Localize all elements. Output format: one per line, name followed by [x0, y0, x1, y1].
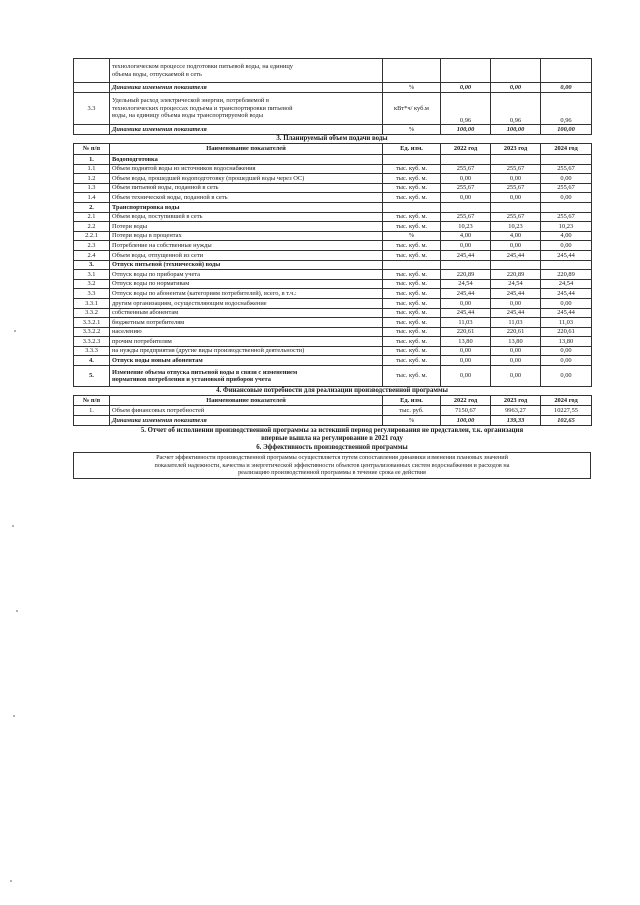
table-row: 2.2 Потери воды тыс. куб. м. 10,23 10,23 10,23 — [74, 222, 592, 232]
table-row: 3.3.2 собственным абонентам тыс. куб. м. 245,44 245,44 245,44 — [74, 308, 592, 318]
table-row: 3.3.2.2 населению тыс. куб. м. 220,61 220,61 220,61 — [74, 327, 592, 337]
table-row: 3.3 Удельный расход электрической энергии, потребляемой в технологических процессах подъема и транспортировки питьевой воды, на единицу объема воды транспортируемой воды кВт*ч/ куб.м 0,96 0,96 0,96 — [74, 93, 592, 125]
table-row: 2.2.1 Потери воды в процентах % 4,00 4,00 4,00 — [74, 231, 592, 241]
table-row: 1.4 Объем технической воды, поданной в сеть тыс. куб. м. 0,00 0,00 0,00 — [74, 193, 592, 203]
table-row: 3.3.2.1 бюджетным потребителям тыс. куб. м. 11,03 11,03 11,03 — [74, 318, 592, 328]
water-supply-table — [73, 143, 592, 387]
row-name: Удельный расход электрической энергии, потребляемой в технологических процессах подъема и транспортировки питьевой воды, на единицу объема воды транспортируемой воды — [110, 93, 383, 125]
table-row — [74, 59, 592, 83]
dynamics-row: Динамика изменения показателя % 100,00 139,33 102,65 — [74, 416, 592, 426]
table-row: 4. Отпуск воды новым абонентам тыс. куб. м. 0,00 0,00 0,00 — [74, 356, 592, 366]
table-row: 3. Отпуск питьевой (технической) воды — [74, 260, 592, 270]
table-row: 3.3.1 другим организациям, осуществляющим водоснабжение тыс. куб. м. 0,00 0,00 0,00 — [74, 298, 592, 308]
water-supply-rows — [74, 155, 592, 366]
table-row: 1. Водоподготовка — [74, 155, 592, 165]
dynamics-row: Динамика изменения показателя % 0,00 0,00 0,00 — [74, 83, 592, 93]
scan-speck — [10, 880, 12, 882]
table-row: 2. Транспортировка воды — [74, 202, 592, 212]
table-row: 3.2 Отпуск воды по нормативам тыс. куб. м. 24,54 24,54 24,54 — [74, 279, 592, 289]
table-row: 2.3 Потребление на собственные нужды тыс. куб. м. 0,00 0,00 0,00 — [74, 241, 592, 251]
table-row: 2.4 Объем воды, отпущенной из сети тыс. куб. м. 245,44 245,44 245,44 — [74, 250, 592, 260]
table-row: 2.1 Объем воды, поступившей в сеть тыс. куб. м. 255,67 255,67 255,67 — [74, 212, 592, 222]
scan-speck — [16, 610, 18, 612]
table-row: 1.2 Объем воды, прошедшей водоподготовку (прошедшей воды через ОС) тыс. куб. м. 0,00 0,00 0,00 — [74, 174, 592, 184]
table-row: 3.3.2.3 прочим потребителям тыс. куб. м. 13,80 13,80 13,80 — [74, 337, 592, 347]
section-3-title: 3. Планируемый объем подачи воды — [276, 135, 388, 142]
table-row: 1.1 Объем поднятой воды из источников водоснабжения тыс. куб. м. 255,67 255,67 255,67 — [74, 164, 592, 174]
scan-speck — [14, 330, 16, 332]
section-6-text: Расчет эффективности производственной программы осуществляется путем сопоставления динамики изменения плановых значений показателей надежности, качества и энергетической эффективности объектов централизованных систем водоснабжения и расходов на реализацию производственной программы в течение срока ее действия — [73, 452, 591, 479]
table-row: 1.3 Объем питьевой воды, поданной в сеть тыс. куб. м. 255,67 255,67 255,67 — [74, 183, 592, 193]
table-row: 1. Объем финансовых потребностей тыс. руб. 7150,67 9963,27 10227,55 — [74, 406, 592, 416]
finance-table — [73, 395, 592, 426]
scan-speck — [12, 525, 14, 527]
table-row: 5. Изменение объема отпуска питьевой воды в связи с изменением нормативов потребления и установкой приборов учета тыс. куб. м. 0,00 0,00 0,00 — [74, 366, 592, 387]
table-header: № п/п Наименование показателей Ед. изм. 2022 год 2023 год 2024 год — [74, 144, 592, 155]
table-header: № п/п Наименование показателей Ед. изм. 2022 год 2023 год 2024 год — [74, 396, 592, 406]
section-5-report: 5. Отчет об исполнении производственной программы за истекший период регулирования не представлен, т.к. организация впервые вышла на регулирование в 2021 году — [140, 427, 524, 443]
document-sheet — [73, 58, 591, 479]
dynamics-row: Динамика изменения показателя % 100,00 100,00 100,00 — [74, 125, 592, 135]
table-row: 3.3 Отпуск воды по абонентам (категориям потребителей), всего, в т.ч.: тыс. куб. м. 245,44 245,44 245,44 — [74, 289, 592, 299]
section-6-title: 6. Эффективность производственной программы — [256, 444, 408, 452]
continuation-table — [73, 58, 592, 135]
table-row: 3.1 Отпуск воды по приборам учета тыс. куб. м. 220,89 220,89 220,89 — [74, 270, 592, 280]
table-row: 3.3.3 на нужды предприятия (другие виды производственной деятельности) тыс. куб. м. 0,00 0,00 0,00 — [74, 346, 592, 356]
scan-speck — [13, 715, 15, 717]
section-4-title: 4. Финансовые потребности для реализации производственной программы — [216, 387, 448, 395]
row-name: Изменение объема отпуска питьевой воды в связи с изменением нормативов потребления и установкой приборов учета — [110, 366, 383, 387]
row-name: технологическом процессе подготовки питьевой воды, на единицу объема воды, отпускаемой в сеть — [110, 59, 383, 83]
